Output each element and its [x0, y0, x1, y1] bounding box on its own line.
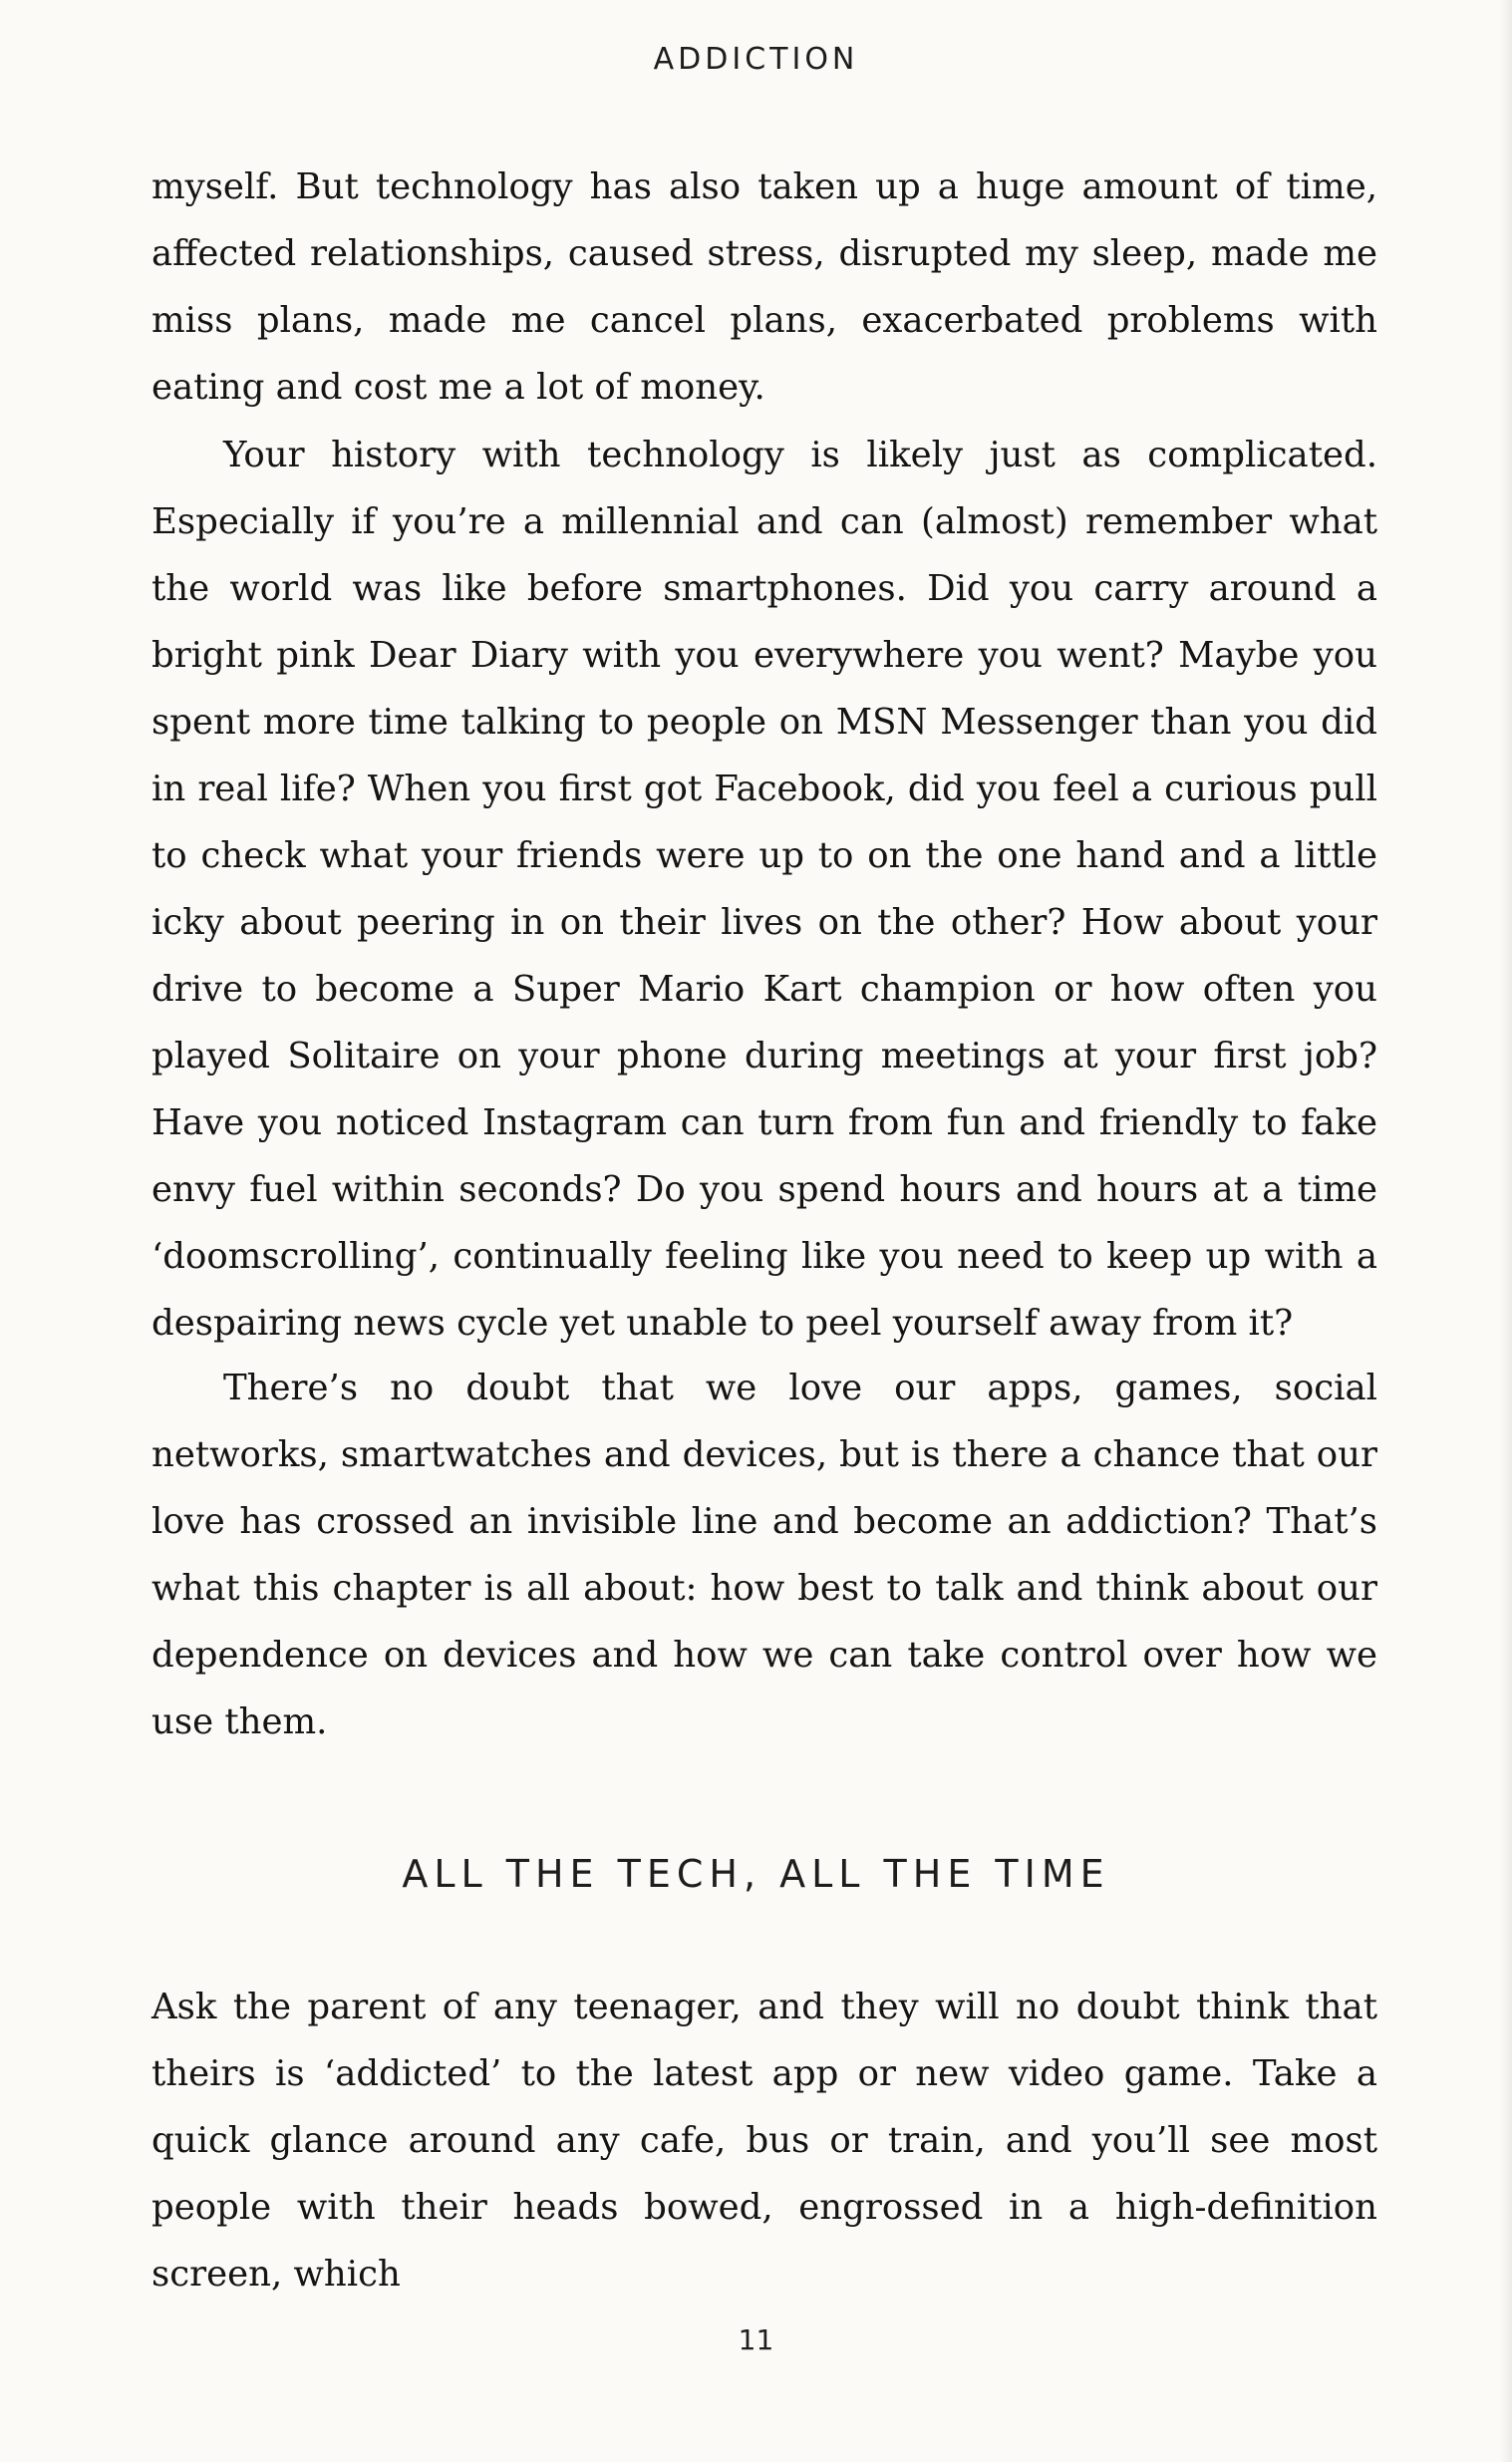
- body-text-block: [151, 422, 1377, 1357]
- paragraph: Your history with technology is likely just as complicated. Especially if you’re a millennial and can (almost) remember what the world was like before smartphones. Did you carry around a bright pink Dear Diary with you everywhere you went? Maybe you spent more time talking to people on MSN Messenger than you did in real life? When you first got Facebook, did you feel a curious pull to check what your friends were up to on the one hand and a little icky about peering in on their lives on the other? How about your drive to become a Super Mario Kart champion or how often you played Solitaire on your phone during meetings at your first job? Have you noticed Instagram can turn from fun and friendly to fake envy fuel within seconds? Do you spend hours and hours at a time ‘doomscrolling’, continually feeling like you need to keep up with a despairing news cycle yet unable to peel yourself away from it?: [151, 435, 1377, 1344]
- body-text-block: [151, 1355, 1377, 1755]
- paragraph: Ask the parent of any teenager, and they will no doubt think that theirs is ‘addicted’ to the latest app or new video game. Take a quick glance around any cafe, bus or train, and you’ll see most people with their heads bowed, engrossed in a high-definition screen, which: [151, 1987, 1377, 2295]
- paragraph: There’s no doubt that we love our apps, games, social networks, smartwatches and devices, but is there a chance that our love has crossed an invisible line and become an addiction? That’s what this chapter is all about: how best to talk and think about our dependence on devices and how we can take control over how we use them.: [151, 1368, 1377, 1742]
- paragraph: myself. But technology has also taken up a huge amount of time, affected relationships, caused stress, disrupted my sleep, made me miss plans, made me cancel plans, exacerbated problems with eating and cost me a lot of money.: [151, 166, 1377, 408]
- page-number: 11: [738, 2323, 774, 2356]
- body-text-block: [151, 1974, 1377, 2308]
- body-text-block: [151, 154, 1377, 421]
- section-heading: ALL THE TECH, ALL THE TIME: [402, 1852, 1110, 1896]
- running-head: ADDICTION: [653, 42, 859, 77]
- page-edge-shadow: [1500, 0, 1512, 2462]
